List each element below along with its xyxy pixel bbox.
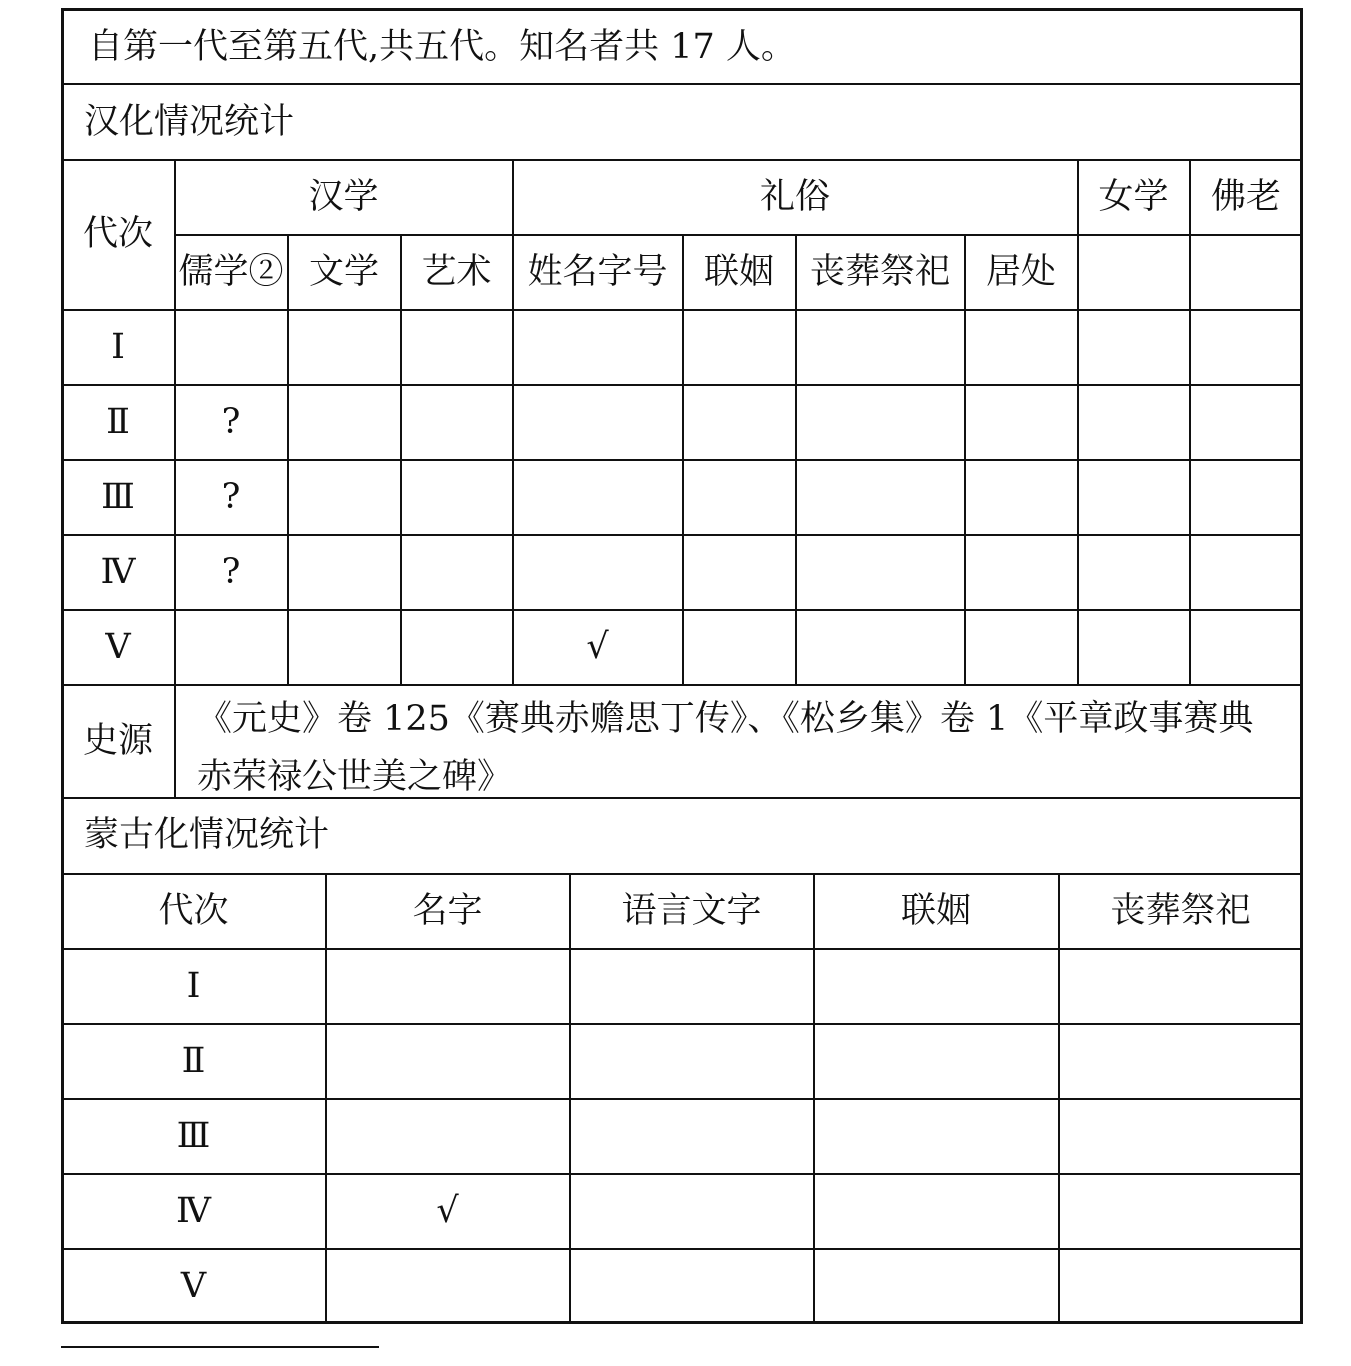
han-subheader-lianyin: 联姻 [703, 251, 774, 292]
han-ruxue-gen2: ? [221, 401, 241, 442]
han-ruxue-gen4: ? [221, 551, 241, 592]
mongol-header-language: 语言文字 [621, 890, 762, 931]
column-divider [1077, 159, 1079, 684]
mongol-header-marriage: 联姻 [900, 890, 971, 931]
summary-text: 自第一代至第五代,共五代。知名者共 17 人。 [88, 26, 796, 67]
han-generation-3: Ⅲ [101, 476, 135, 517]
han-xingming-gen5: √ [586, 626, 609, 667]
han-subheader-sangzang: 丧葬祭祀 [809, 251, 950, 292]
han-subheader-juchu: 居处 [985, 251, 1056, 292]
mongol-generation-1: Ⅰ [186, 965, 201, 1006]
han-subheader-ruxue: 儒学② [178, 251, 284, 292]
mongol-header-funeral: 丧葬祭祀 [1110, 890, 1251, 931]
mongol-generation-5: Ⅴ [180, 1265, 207, 1306]
han-source-label: 史源 [82, 720, 153, 761]
han-generation-4: Ⅳ [100, 551, 136, 592]
han-generation-2: Ⅱ [106, 401, 130, 442]
han-subheader-yishu: 艺术 [421, 251, 492, 292]
han-group-nvxue: 女学 [1098, 176, 1169, 217]
han-subheader-wenxue: 文学 [308, 251, 379, 292]
han-ruxue-gen3: ? [221, 476, 241, 517]
mongol-generation-2: Ⅱ [181, 1040, 206, 1081]
mongol-section-title: 蒙古化情况统计 [84, 815, 330, 855]
mongol-header-name: 名字 [412, 890, 483, 931]
mongol-name-gen4: √ [436, 1190, 459, 1231]
han-group-folao: 佛老 [1210, 176, 1281, 217]
mongol-generation-3: Ⅲ [176, 1115, 211, 1156]
row-divider [62, 684, 1302, 686]
han-section-title: 汉化情况统计 [84, 101, 295, 142]
han-source-text: 《元史》卷 125《赛典赤赡思丁传》、《松乡集》卷 1《平章政事赛典赤荣禄公世美之碑》 [197, 699, 1254, 797]
han-generation-header: 代次 [82, 214, 153, 254]
han-generation-5: Ⅴ [105, 626, 131, 667]
column-divider [1189, 159, 1191, 684]
han-group-lisu: 礼俗 [759, 176, 830, 217]
han-generation-1: Ⅰ [111, 326, 125, 367]
mongol-header-generation: 代次 [158, 890, 229, 931]
han-subheader-xingming: 姓名字号 [527, 251, 668, 292]
mongol-generation-4: Ⅳ [176, 1190, 211, 1231]
han-group-hanxue: 汉学 [308, 176, 379, 217]
footnote-separator [61, 1346, 379, 1348]
